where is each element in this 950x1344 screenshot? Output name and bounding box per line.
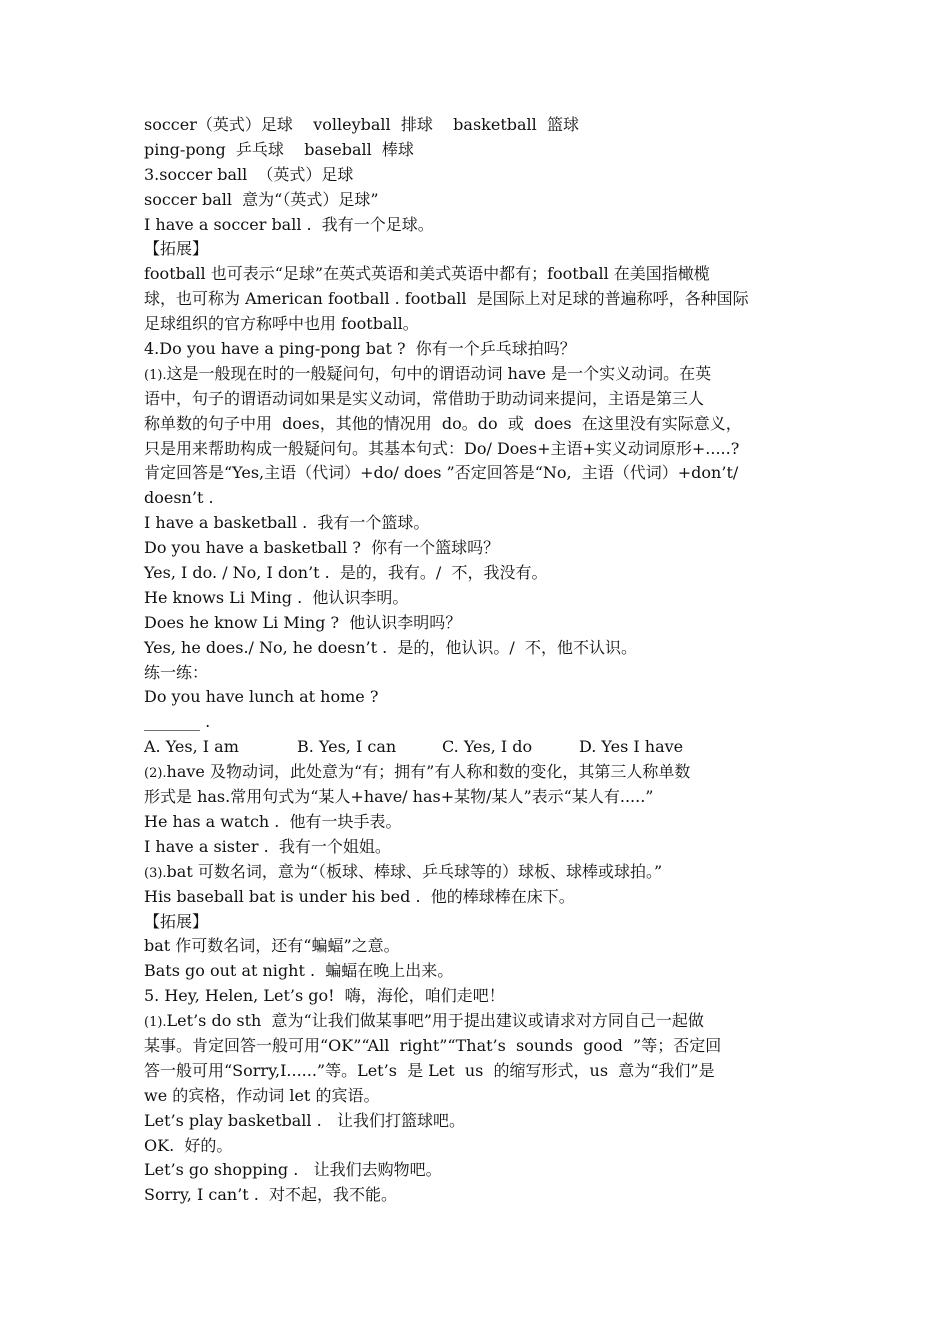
paragraph-line: [144, 760, 824, 785]
example-sentence: OK. 好的。: [144, 1135, 233, 1155]
practice-heading: 练一练：: [144, 662, 209, 682]
point-label: (1).: [144, 1015, 167, 1031]
paragraph-line: 肯定回答是“Yes,主语（代词）+do/ does ”否定回答是“No, 主语（代词）+don’t/: [144, 463, 739, 483]
paragraph-line: we 的宾格，作动词 let 的宾语。: [144, 1085, 380, 1105]
text-line: bat 作可数名词，还有“蝙蝠”之意。: [144, 936, 400, 956]
answer-blank: _______ .: [144, 712, 211, 732]
section-heading: 3.soccer ball （英式）足球: [144, 164, 354, 184]
example-sentence: Let’s go shopping . 让我们去购物吧。: [144, 1160, 442, 1180]
example-sentence: He has a watch . 他有一块手表。: [144, 811, 402, 831]
paragraph-line: 答一般可用“Sorry,I......”等。Let’s 是 Let us 的缩写形式，us 意为“我们”是: [144, 1060, 715, 1080]
paragraph-line: 语中，句子的谓语动词如果是实义动词，常借助于助动词来提问，主语是第三人: [144, 388, 705, 408]
extension-heading: 【拓展】: [144, 239, 209, 259]
point-label: (3).: [144, 865, 167, 881]
paragraph-line: 球，也可称为 American football . football 是国际上对足球的普遍称呼，各种国际: [144, 289, 749, 309]
option-c: C. Yes, I do: [442, 737, 533, 757]
option-b: B. Yes, I can: [297, 737, 397, 757]
paragraph-line: football 也可表示“足球”在英式英语和美式英语中都有；football 在美国指橄榄: [144, 264, 710, 284]
extension-heading: 【拓展】: [144, 911, 209, 931]
option-a: A. Yes, I am: [144, 737, 239, 757]
example-sentence: Yes, he does./ No, he doesn’t . 是的，他认识。/ 不，他不认识。: [144, 637, 637, 657]
option-d: D. Yes I have: [579, 737, 684, 757]
example-sentence: Let’s play basketball . 让我们打篮球吧。: [144, 1110, 465, 1130]
answer-options: [144, 735, 824, 760]
text-line: ping-pong 乒乓球 baseball 棒球: [144, 139, 414, 159]
section-heading: 4.Do you have a ping-pong bat ? 你有一个乒乓球拍吗？: [144, 339, 576, 359]
example-sentence: Do you have a basketball ? 你有一个篮球吗？: [144, 538, 500, 558]
paragraph-line: 称单数的句子中用 does，其他的情况用 do。do 或 does 在这里没有实际意义，: [144, 413, 742, 433]
paragraph-text: 这是一般现在时的一般疑问句，句中的谓语动词 have 是一个实义动词。在英: [166, 363, 712, 383]
document-page: [144, 113, 824, 1208]
paragraph-line: [144, 1009, 824, 1034]
example-sentence: I have a sister . 我有一个姐姐。: [144, 836, 391, 856]
paragraph-line: doesn’t .: [144, 488, 214, 508]
example-sentence: He knows Li Ming . 他认识李明。: [144, 587, 409, 607]
point-label: (1).: [144, 367, 167, 383]
point-label: (2).: [144, 766, 167, 782]
paragraph-text: Let’s do sth 意为“让我们做某事吧”用于提出建议或请求对方同自己一起做: [166, 1011, 704, 1031]
paragraph-line: [144, 362, 824, 387]
paragraph-text: have 及物动词，此处意为“有；拥有”有人称和数的变化，其第三人称单数: [166, 762, 691, 782]
paragraph-line: 足球组织的官方称呼中也用 football。: [144, 314, 419, 334]
example-sentence: Yes, I do. / No, I don’t . 是的，我有。/ 不，我没有。: [144, 563, 548, 583]
practice-question: Do you have lunch at home ?: [144, 687, 379, 707]
example-sentence: His baseball bat is under his bed . 他的棒球棒在床下。: [144, 886, 575, 906]
paragraph-text: bat 可数名词，意为“（板球、棒球、乒乓球等的）球板、球棒或球拍。”: [166, 861, 663, 881]
example-sentence: Sorry, I can’t . 对不起，我不能。: [144, 1185, 398, 1205]
paragraph-line: [144, 860, 824, 885]
paragraph-line: 只是用来帮助构成一般疑问句。其基本句式：Do/ Does+主语+实义动词原形+.....?: [144, 438, 740, 458]
example-sentence: Bats go out at night . 蝙蝠在晚上出来。: [144, 961, 454, 981]
section-heading: 5. Hey, Helen, Let’s go! 嗨，海伦，咱们走吧！: [144, 986, 505, 1006]
example-sentence: I have a basketball . 我有一个篮球。: [144, 513, 430, 533]
text-line: soccer（英式）足球 volleyball 排球 basketball 篮球: [144, 115, 579, 134]
text-line: soccer ball 意为“（英式）足球”: [144, 189, 379, 209]
paragraph-line: 形式是 has.常用句式为“某人+have/ has+某物/某人”表示“某人有.....”: [144, 787, 654, 807]
example-sentence: I have a soccer ball . 我有一个足球。: [144, 214, 434, 234]
paragraph-line: 某事。肯定回答一般可用“OK”“All right”“That’s sounds good ”等；否定回: [144, 1035, 722, 1055]
example-sentence: Does he know Li Ming ? 他认识李明吗？: [144, 612, 462, 632]
